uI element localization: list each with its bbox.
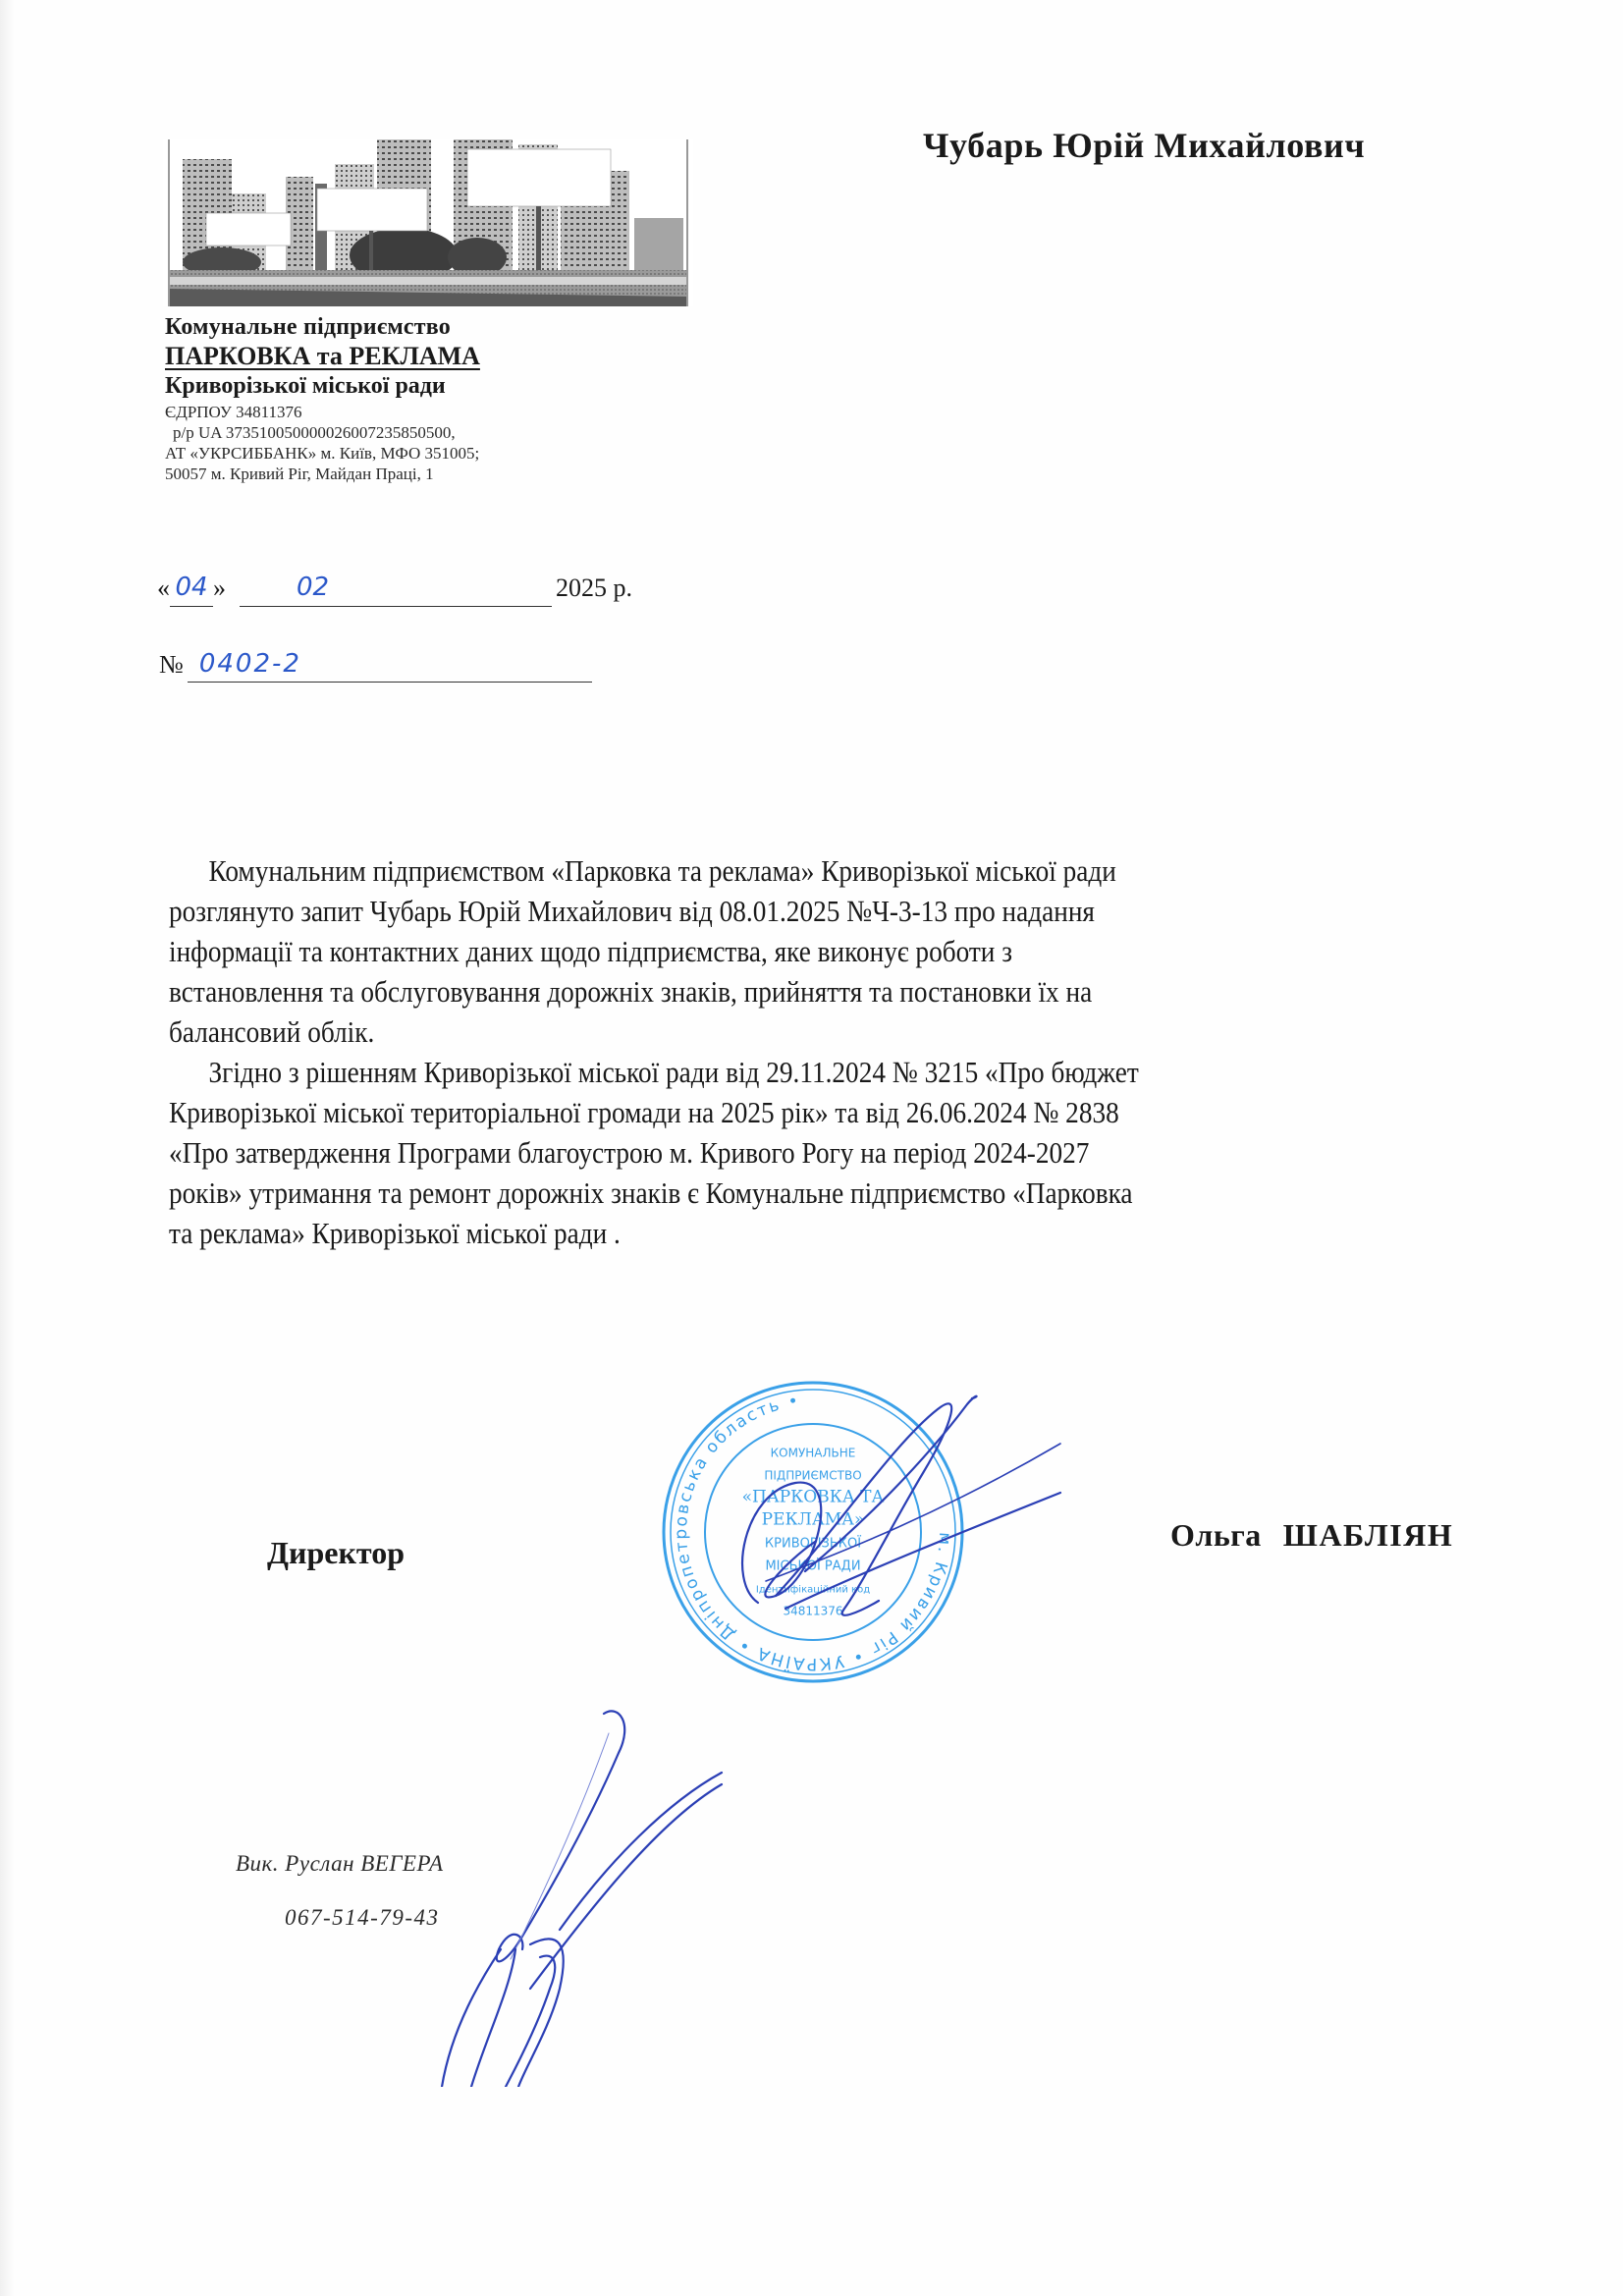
body-line: «Про затвердження Програми благоустрою м. Кривого Рогу на період 2024-2027 [169, 1135, 1090, 1170]
stamp-inner-line: 34811376 [783, 1604, 843, 1618]
letter-body [169, 850, 1542, 1253]
number-handwritten: 0402-2 [188, 646, 592, 683]
body-paragraph-2 [169, 1052, 1542, 1253]
executor-phone: 067-514-79-43 [285, 1905, 440, 1930]
stamp-inner-line: ПІДПРИЄМСТВО [764, 1468, 862, 1483]
signatory-name [1170, 1517, 1453, 1554]
org-type: Комунальне підприємство [165, 314, 451, 340]
date-month-handwritten: 02 [240, 569, 552, 607]
executor-name: Вик. Руслан ВЕГЕРА [236, 1851, 444, 1876]
body-line: інформації та контактних даних щодо підприємства, яке виконує роботи з [169, 934, 1012, 968]
letter-date [157, 558, 632, 607]
number-sign: № [159, 650, 184, 679]
body-line: Згідно з рішенням Криворізької міської ради від 29.11.2024 № 3215 «Про бюджет [208, 1055, 1139, 1089]
body-line: розглянуто запит Чубарь Юрій Михайлович від 08.01.2025 №Ч-3-13 про надання [169, 894, 1095, 928]
date-year: 2025 р. [556, 574, 632, 602]
stamp-inner-line: «ПАРКОВКА ТА [741, 1487, 885, 1507]
body-line: балансовий облік. [169, 1014, 375, 1049]
org-bank: АТ «УКРСИББАНК» м. Київ, МФО 351005; [165, 444, 480, 463]
stamp-outer-ring-text: м. Кривий Ріг • УКРАЇНА • Дніпропетровська область • [671, 1391, 955, 1674]
body-line: років» утримання та ремонт дорожніх знаків є Комунальне підприємство «Парковка [169, 1175, 1133, 1210]
stamp-inner-line: МІСЬКОЇ РАДИ [765, 1558, 861, 1574]
signatory-last-name: ШАБЛІЯН [1282, 1517, 1454, 1553]
org-bank-account: р/р UA 373510050000026007235850500, [173, 423, 456, 442]
scan-edge [0, 0, 14, 2296]
body-line: Криворізької міської територіальної громади на 2025 рік» та від 26.06.2024 № 2838 [169, 1095, 1119, 1129]
body-line: та реклама» Криворізької міської ради . [169, 1216, 621, 1250]
body-paragraph-1 [169, 850, 1542, 1052]
stamp-inner-text [742, 1447, 885, 1618]
official-stamp-seal [656, 1375, 970, 1689]
date-close-quote: » [213, 574, 226, 602]
org-name: ПАРКОВКА та РЕКЛАМА [165, 342, 480, 370]
recipient-name: Чубарь Юрій Михайлович [923, 126, 1366, 165]
org-edrpou: ЄДРПОУ 34811376 [165, 403, 302, 421]
letterhead-cityscape-image [163, 139, 693, 306]
body-line: Комунальним підприємством «Парковка та реклама» Криворізької міської ради [208, 853, 1116, 888]
body-line: встановлення та обслуговування дорожніх знаків, прийняття та постановки їх на [169, 974, 1093, 1009]
letterhead-organization [165, 312, 715, 484]
stamp-inner-line: КРИВОРІЗЬКОЇ [764, 1536, 862, 1552]
org-address: 50057 м. Кривий Ріг, Майдан Праці, 1 [165, 465, 434, 483]
signatory-first-name: Ольга [1170, 1517, 1262, 1553]
stamp-inner-line: Ідентифікаційний код [755, 1584, 871, 1596]
signatory-position: Директор [267, 1535, 405, 1570]
stamp-inner-line: РЕКЛАМА» [761, 1509, 865, 1530]
stamp-inner-line: КОМУНАЛЬНЕ [770, 1446, 856, 1460]
executor-signature [412, 1694, 727, 2087]
date-open-quote: « [157, 574, 170, 602]
org-affiliation: Криворізької міської ради [165, 373, 446, 399]
letter-number [159, 633, 592, 683]
date-day-handwritten: 04 [170, 569, 213, 607]
